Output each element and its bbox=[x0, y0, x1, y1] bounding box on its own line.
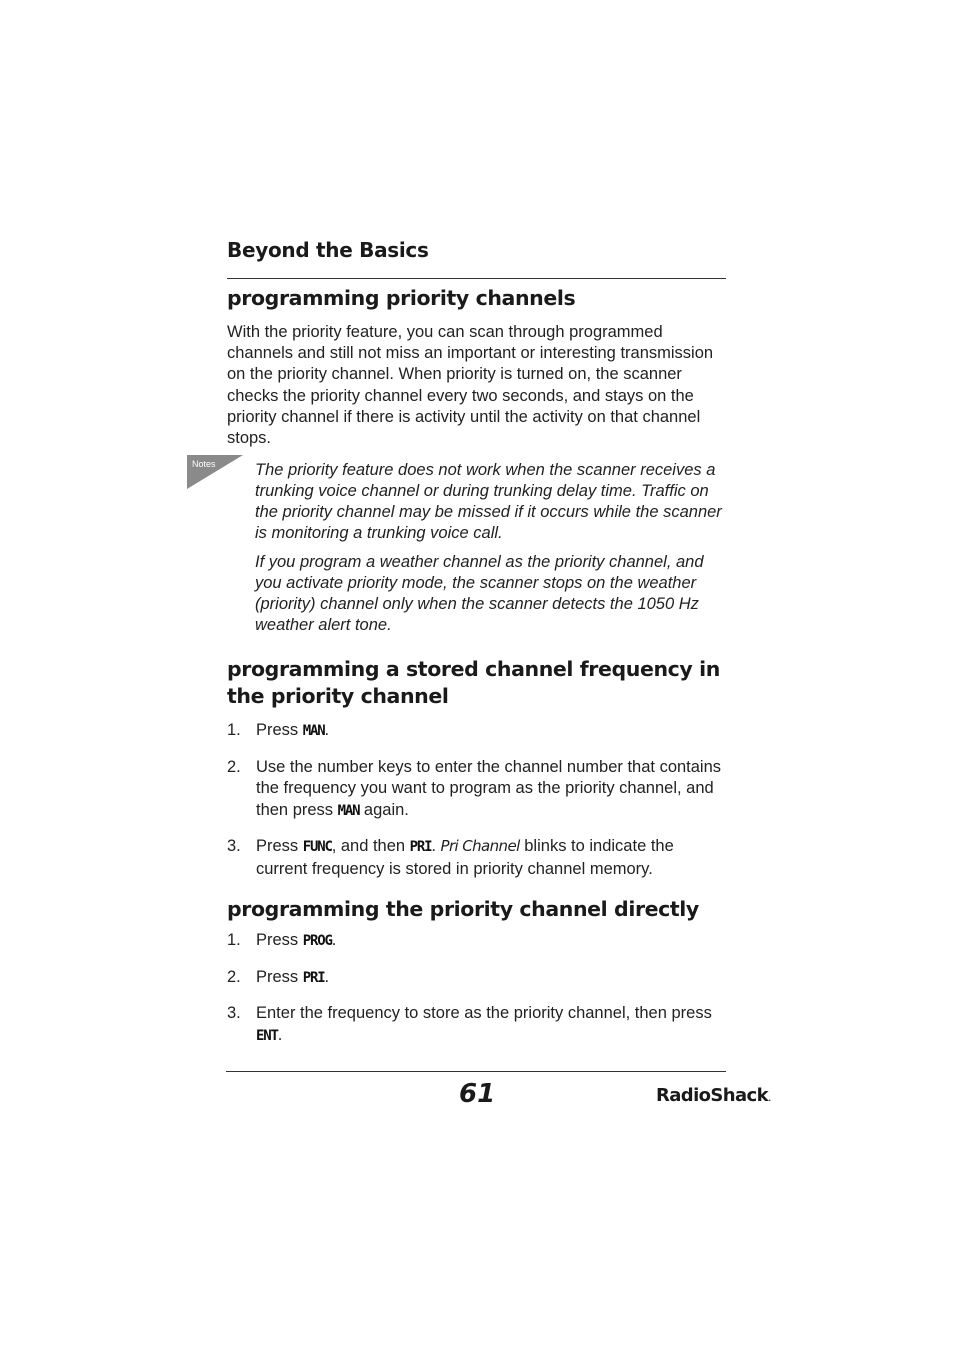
key-label: MAN bbox=[337, 802, 360, 819]
note-trunking: The priority feature does not work when the scanner receives a trunking voice channel or during trunking delay time. Traffic on the priority channel may be missed if it occurs while the scanner is monitoring a trunking voice call. bbox=[255, 461, 722, 543]
page-number: 61 bbox=[459, 1079, 496, 1109]
heading-direct-channel: programming the priority channel directly bbox=[227, 897, 699, 922]
key-label: PRI bbox=[302, 969, 325, 986]
brand-logo: RadioShack. bbox=[656, 1085, 771, 1106]
notes-tag bbox=[187, 455, 243, 489]
list-item: 1. Press MAN. bbox=[227, 721, 330, 740]
list-item: 3. Press FUNC, and then PRI. Pri Channel blinks to indicate the current frequency is stored in priority channel memory. bbox=[227, 837, 674, 878]
list-item: 1. Press PROG. bbox=[227, 931, 337, 950]
key-label: FUNC bbox=[302, 839, 332, 856]
list-item: 2. Use the number keys to enter the channel number that contains the frequency you want to program as the priority channel, and then press MAN again. bbox=[227, 757, 722, 819]
key-label: PRI bbox=[409, 839, 432, 856]
stored-steps-list bbox=[227, 720, 726, 880]
list-item: 3. Enter the frequency to store as the priority channel, then press ENT. bbox=[227, 1004, 712, 1044]
heading-priority-channels: programming priority channels bbox=[227, 286, 576, 310]
list-item: 2. Press PRI. bbox=[227, 967, 330, 986]
display-text: Pri Channel bbox=[440, 837, 520, 856]
section-header: Beyond the Basics bbox=[227, 236, 726, 279]
manual-page bbox=[192, 236, 726, 1047]
key-label: MAN bbox=[302, 723, 325, 740]
heading-stored-channel: programming a stored channel frequency in the priority channel bbox=[227, 657, 720, 709]
direct-steps-list bbox=[227, 930, 726, 1047]
note-weather: If you program a weather channel as the priority channel, and you activate priority mode, the scanner stops on the weather (priority) channel only when the scanner detects the 1050 Hz weather alert tone. bbox=[255, 553, 704, 635]
priority-intro-paragraph: With the priority feature, you can scan through programmed channels and still not miss an important or interesting transmission on the priority channel. When priority is turned on, the scanner checks the priority channel every two seconds, and stays on the priority channel if there is activity until the activity on that channel stops. bbox=[227, 323, 714, 448]
footer-divider bbox=[226, 1071, 726, 1072]
key-label: PROG bbox=[302, 933, 332, 950]
notes-block bbox=[192, 459, 726, 636]
key-label: ENT bbox=[256, 1027, 278, 1044]
notes-tag-label: Notes bbox=[192, 459, 216, 470]
